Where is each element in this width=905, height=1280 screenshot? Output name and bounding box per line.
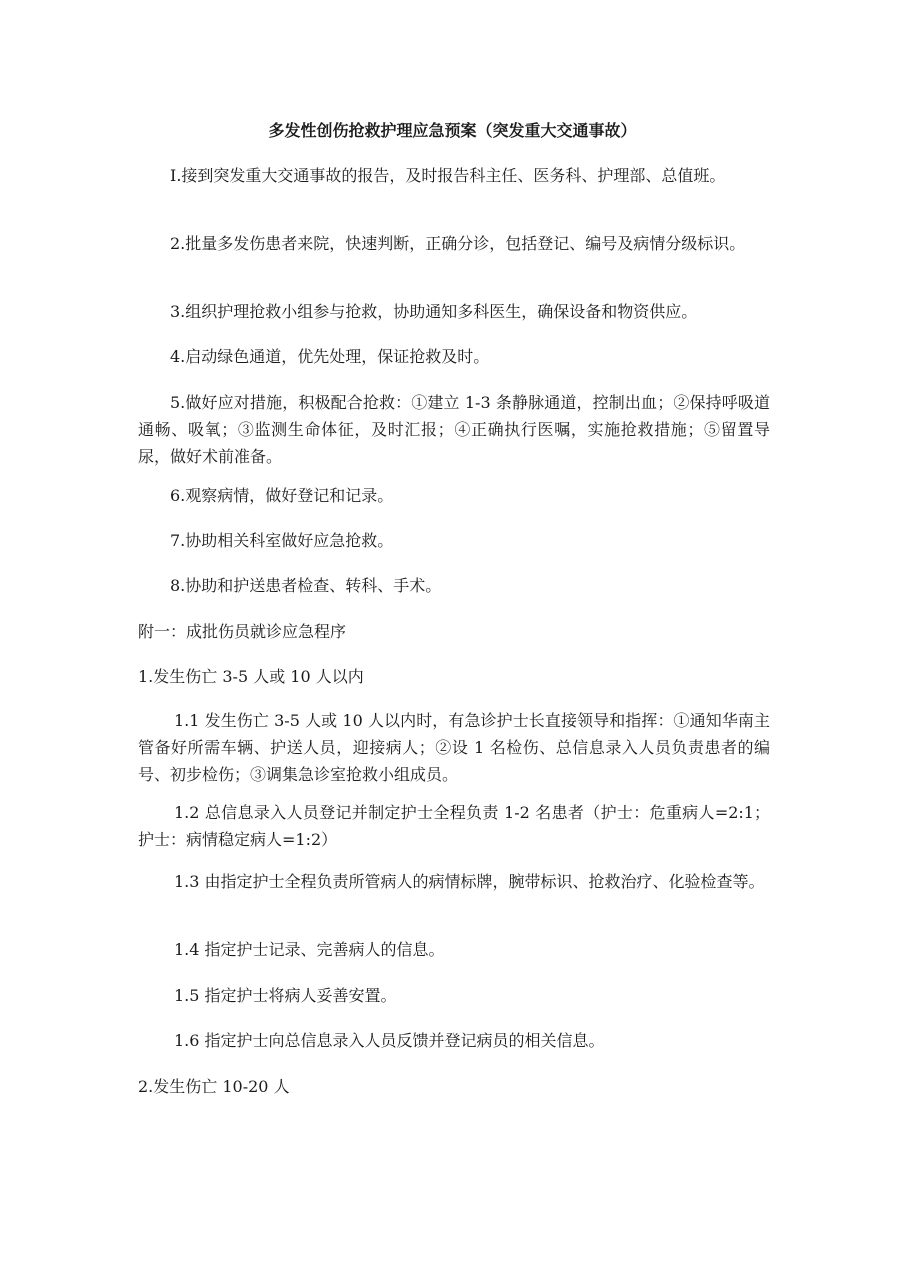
paragraph-1-2: 1.2 总信息录入人员登记并制定护士全程负责 1-2 名患者（护士：危重病人=2:1；护士：病情稳定病人=1:2）	[138, 803, 770, 849]
section-2-heading: 2.发生伤亡 10-20 人	[138, 1077, 290, 1096]
paragraph-1-6: 1.6 指定护士向总信息录入人员反馈并登记病员的相关信息。	[174, 1031, 605, 1050]
paragraph-8: 8.协助和护送患者检查、转科、手术。	[170, 576, 442, 595]
paragraph-1-5: 1.5 指定护士将病人妥善安置。	[174, 986, 397, 1005]
document-title: 多发性创伤抢救护理应急预案（突发重大交通事故）	[268, 121, 637, 140]
paragraph-1-4: 1.4 指定护士记录、完善病人的信息。	[174, 940, 445, 959]
paragraph-4: 4.启动绿色通道，优先处理，保证抢救及时。	[170, 347, 490, 366]
paragraph-2: 2.批量多发伤患者来院，快速判断，正确分诊，包括登记、编号及病情分级标识。	[170, 234, 746, 253]
appendix-heading: 附一：成批伤员就诊应急程序	[138, 622, 347, 641]
paragraph-1-3: 1.3 由指定护士全程负责所管病人的病情标牌，腕带标识、抢救治疗、化验检查等。	[174, 872, 765, 891]
section-1-heading: 1.发生伤亡 3-5 人或 10 人以内	[138, 667, 364, 686]
paragraph-6: 6.观察病情，做好登记和记录。	[170, 486, 394, 505]
paragraph-1: I.接到突发重大交通事故的报告，及时报告科主任、医务科、护理部、总值班。	[170, 166, 726, 185]
paragraph-1-1: 1.1 发生伤亡 3-5 人或 10 人以内时，有急诊护士长直接领导和指挥：①通知华南主管备好所需车辆、护送人员，迎接病人；②设 1 名检伤、总信息录入人员负责患者的编号、初步检伤；③调集急诊室抢救小组成员。	[138, 711, 770, 784]
paragraph-3: 3.组织护理抢救小组参与抢救，协助通知多科医生，确保设备和物资供应。	[170, 302, 698, 321]
paragraph-5: 5.做好应对措施，积极配合抢救：①建立 1-3 条静脉通道，控制出血；②保持呼吸道通畅、吸氧；③监测生命体征，及时汇报；④正确执行医嘱，实施抢救措施；⑤留置导尿，做好术前准备。	[138, 393, 770, 466]
paragraph-7: 7.协助相关科室做好应急抢救。	[170, 531, 394, 550]
